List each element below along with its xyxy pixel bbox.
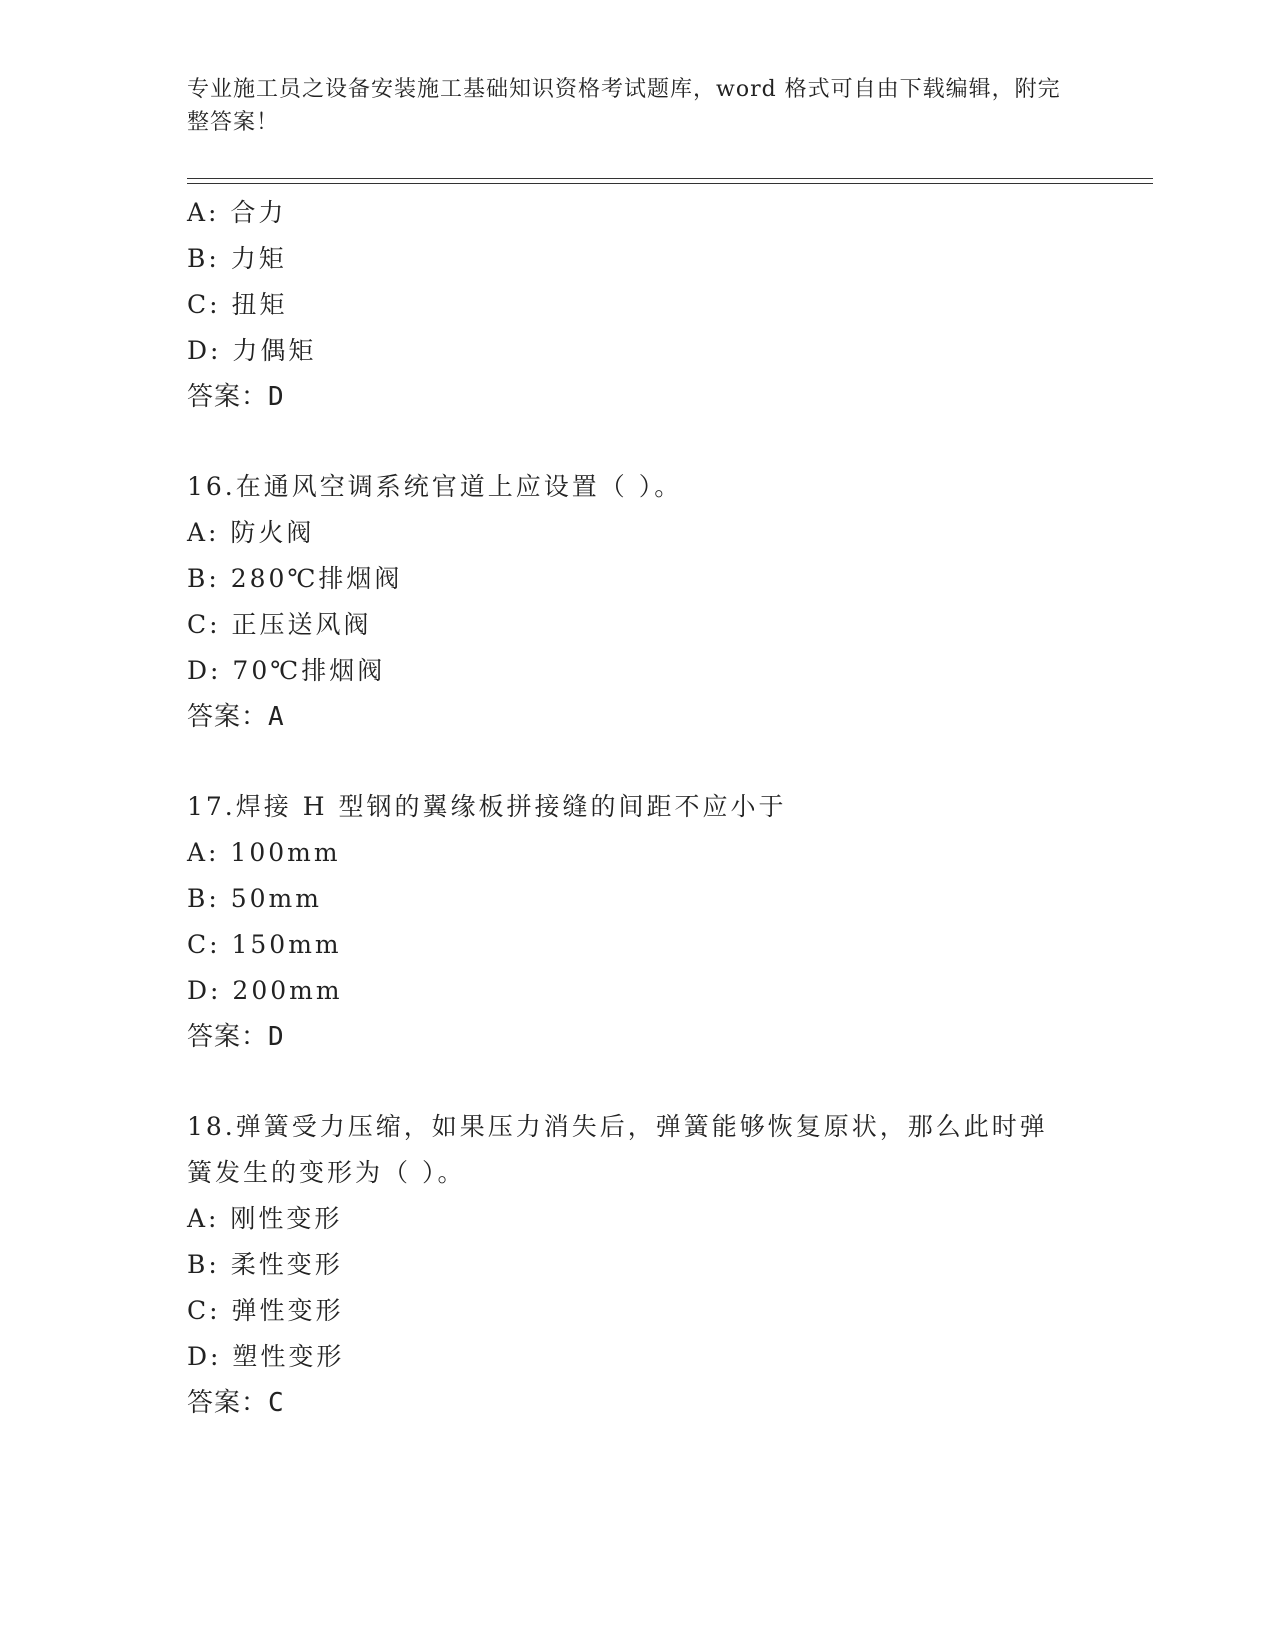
option-a: A: 刚性变形	[187, 1204, 343, 1233]
question-text-line-2: 簧发生的变形为（ ）。	[187, 1158, 466, 1187]
option-d: D: 70℃排烟阀	[187, 656, 386, 685]
option-c: C: 扭矩	[187, 290, 288, 319]
option-c: C: 弹性变形	[187, 1296, 344, 1325]
option-b: B: 280℃排烟阀	[187, 564, 403, 593]
question-text-line-1: 18.弹簧受力压缩，如果压力消失后，弹簧能够恢复原状，那么此时弹	[187, 1112, 1048, 1141]
document-header: 专业施工员之设备安装施工基础知识资格考试题库，word 格式可自由下载编辑，附完整答案！	[187, 77, 1061, 135]
answer-label: 答案：	[187, 702, 269, 732]
answer-value: C	[268, 1388, 285, 1418]
answer-line	[187, 1380, 1087, 1426]
answer-label: 答案：	[187, 1388, 269, 1418]
option-d: D: 力偶矩	[187, 336, 317, 365]
question-text: 16.在通风空调系统官道上应设置（ ）。	[187, 472, 683, 501]
option-b: B: 柔性变形	[187, 1250, 343, 1279]
option-a: A: 合力	[187, 198, 287, 227]
header-rule-top	[187, 178, 1153, 179]
spacer	[187, 1060, 1087, 1104]
question-16	[187, 464, 1087, 740]
header-rule-bottom	[187, 183, 1153, 184]
question-18	[187, 1104, 1087, 1426]
option-b: B: 力矩	[187, 244, 287, 273]
option-d: D: 塑性变形	[187, 1342, 345, 1371]
spacer	[187, 420, 1087, 464]
option-a: A: 100mm	[187, 838, 341, 867]
question-text: 17.焊接 H 型钢的翼缘板拼接缝的间距不应小于	[187, 792, 787, 821]
question-17	[187, 784, 1087, 1060]
answer-value: D	[268, 1022, 285, 1052]
answer-line	[187, 374, 1087, 420]
answer-value: D	[268, 382, 285, 412]
option-d: D: 200mm	[187, 976, 343, 1005]
answer-label: 答案：	[187, 382, 269, 412]
option-b: B: 50mm	[187, 884, 322, 913]
answer-line	[187, 1014, 1087, 1060]
question-list	[187, 190, 1087, 1426]
option-c: C: 150mm	[187, 930, 342, 959]
option-a: A: 防火阀	[187, 518, 315, 547]
answer-value: A	[268, 702, 285, 732]
answer-label: 答案：	[187, 1022, 269, 1052]
answer-line	[187, 694, 1087, 740]
option-c: C: 正压送风阀	[187, 610, 372, 639]
spacer	[187, 740, 1087, 784]
question-15	[187, 190, 1087, 420]
